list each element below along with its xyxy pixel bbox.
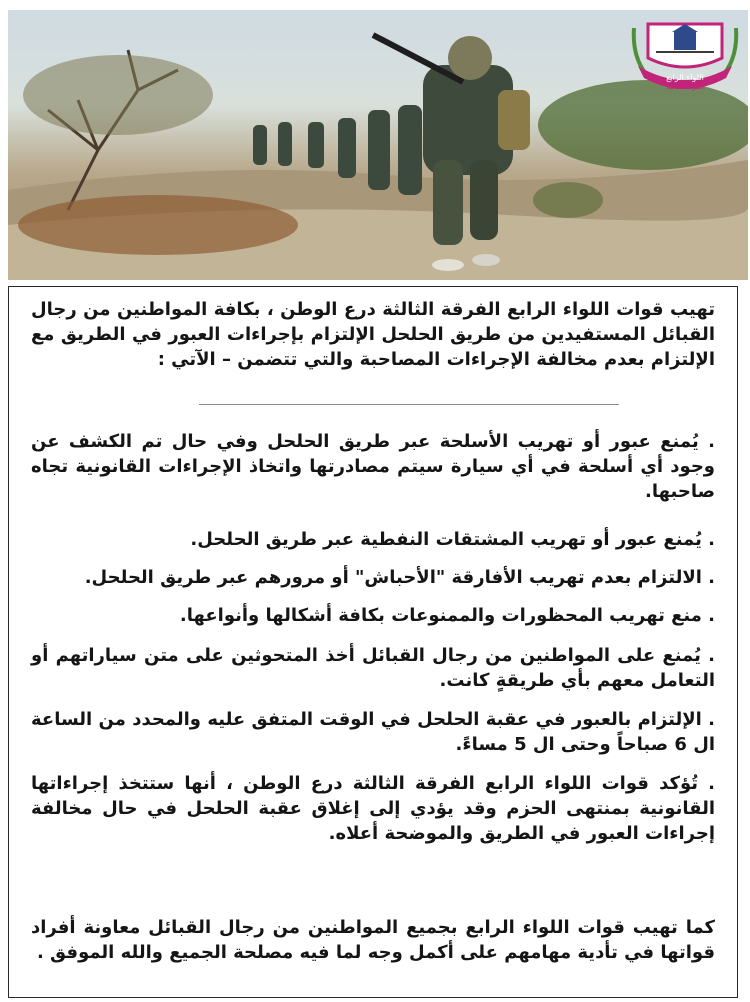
logo-subtitle-text: الفرقة الثالثة bbox=[666, 83, 704, 91]
bullet-weapons: . يُمنع عبور أو تهريب الأسلحة عبر طريق الحلحل وفي حال تم الكشف عن وجود أي أسلحة في أي سيارة سيتم مصادرتها واتخاذ الإجراءات القانونية تجاه صاحبها. bbox=[31, 431, 715, 502]
bullet-houthis: . يُمنع على المواطنين من رجال القبائل أخذ المتحوثين على متن سياراتهم أو التعامل معهم بأي طريقةٍ كانت. bbox=[31, 645, 715, 691]
notice-frame bbox=[8, 286, 738, 998]
closing-paragraph: كما تهيب قوات اللواء الرابع بجميع المواطنين من رجال القبائل معاونة أفراد قواتها في تأدية مهامهم على أكمل وجه لما فيه مصلحة الجميع والله الموفق . bbox=[31, 917, 715, 963]
brigade-logo bbox=[626, 16, 744, 92]
soldiers-photo bbox=[8, 10, 748, 280]
bullet-africans: . الالتزام بعدم تهريب الأفارقة "الأحباش" أو مرورهم عبر طريق الحلحل. bbox=[84, 567, 715, 588]
bullet-contraband: . منع تهريب المحظورات والممنوعات بكافة أشكالها وأنواعها. bbox=[179, 605, 715, 626]
bullet-hours: . الإلتزام بالعبور في عقبة الحلحل في الوقت المتفق عليه والمحدد من الساعة ال 6 صباحاً وحتى ال 5 مساءً. bbox=[31, 709, 715, 755]
bullet-enforcement: . تُؤكد قوات اللواء الرابع الفرقة الثالثة درع الوطن ، أنها ستتخذ إجراءاتها القانونية بمنتهى الحزم وقد يؤدي إلى إغلاق عقبة الحلحل في حال مخالفة إجراءات العبور في الطريق والموضحة أعلاه. bbox=[31, 773, 715, 844]
intro-paragraph: تهيب قوات اللواء الرابع الفرقة الثالثة درع الوطن ، بكافة المواطنين من رجال القبائل المستفيدين من طريق الحلحل الإلتزام بإجراءات العبور في الطريق مع الإلتزام بعدم مخالفة الإجراءات المصاحبة والتي تتضمن – الآتي : bbox=[31, 299, 715, 370]
bullet-fuel: . يُمنع عبور أو تهريب المشتقات النفطية عبر طريق الحلحل. bbox=[190, 529, 715, 550]
divider-line bbox=[199, 404, 619, 405]
logo-banner-text: اللواء الرابع bbox=[666, 73, 704, 82]
